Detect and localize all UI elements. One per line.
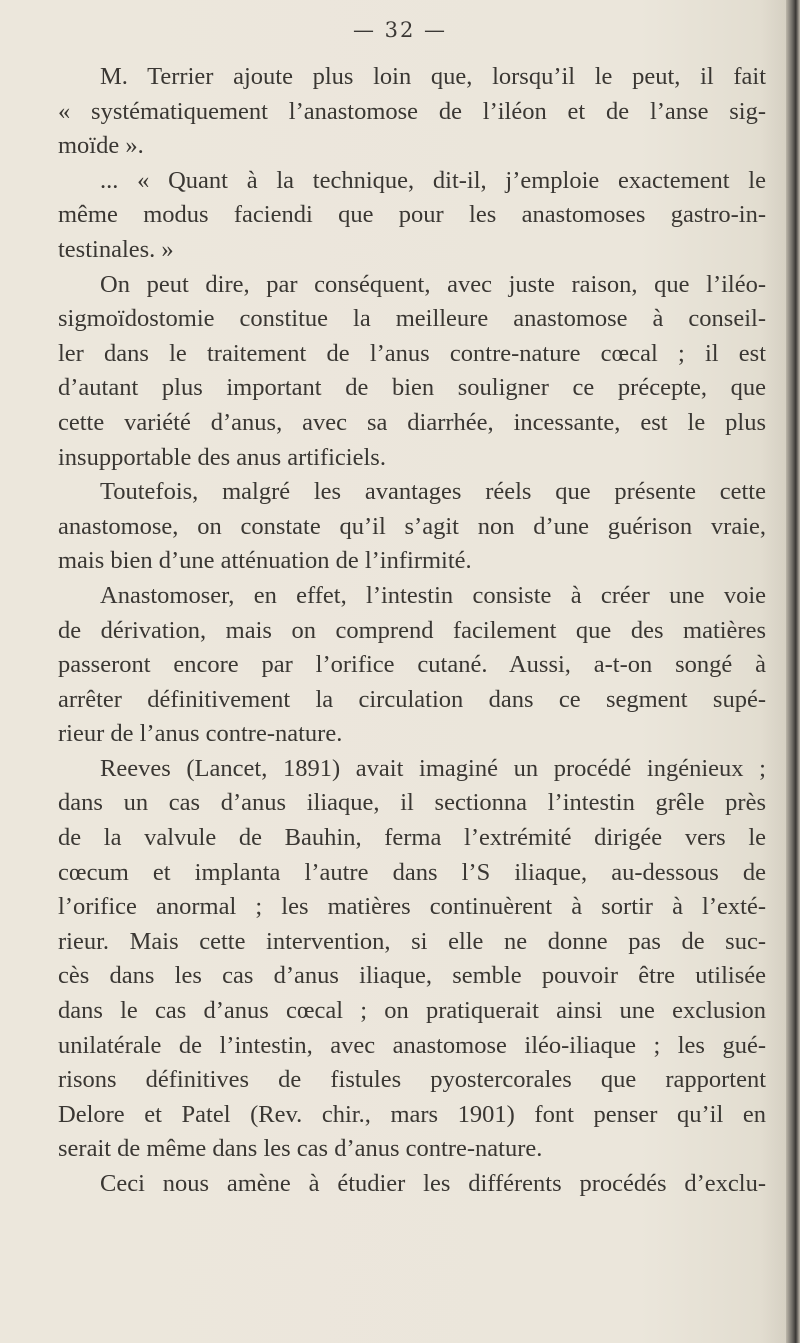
text-line: arrêter définitivement la circulation dans ce segment supé- <box>58 685 766 713</box>
text-line: dans le cas d’anus cœcal ; on pratiquerait ainsi une exclusion <box>58 997 766 1025</box>
text-line: rieur de l’anus contre-nature. <box>58 720 343 748</box>
text-line: Anastomoser, en effet, l’intestin consiste à créer une voie <box>100 581 766 609</box>
body-text <box>58 60 766 1202</box>
text-line: cette variété d’anus, avec sa diarrhée, incessante, est le plus <box>58 408 766 436</box>
text-line: testinales. » <box>58 235 174 263</box>
text-line: Toutefois, malgré les avantages réels que présente cette <box>100 478 766 506</box>
text-line: On peut dire, par conséquent, avec juste raison, que l’iléo- <box>100 270 766 298</box>
paragraph <box>58 60 766 164</box>
text-line: moïde ». <box>58 132 144 160</box>
text-line: M. Terrier ajoute plus loin que, lorsqu’il le peut, il fait <box>100 63 766 90</box>
text-line: dans un cas d’anus iliaque, il sectionna l’intestin grêle près <box>58 789 766 817</box>
text-line: Delore et Patel (Rev. chir., mars 1901) font penser qu’il en <box>58 1100 766 1128</box>
text-line: insupportable des anus artificiels. <box>58 443 386 471</box>
text-line: l’orifice anormal ; les matières continuèrent à sortir à l’exté- <box>58 893 766 921</box>
paragraph <box>58 752 766 1167</box>
paragraph <box>58 164 766 268</box>
text-line: sigmoïdostomie constitue la meilleure anastomose à conseil- <box>58 305 766 333</box>
paragraph <box>58 1167 766 1202</box>
text-line: unilatérale de l’intestin, avec anastomose iléo-iliaque ; les gué- <box>58 1031 766 1059</box>
text-line: « systématiquement l’anastomose de l’iléon et de l’anse sig- <box>58 97 766 125</box>
text-line: de la valvule de Bauhin, ferma l’extrémité dirigée vers le <box>58 824 766 852</box>
text-line: de dérivation, mais on comprend facilement que des matières <box>58 616 766 644</box>
text-line: ler dans le traitement de l’anus contre-nature cœcal ; il est <box>58 339 766 367</box>
text-line: même modus faciendi que pour les anastomoses gastro-in- <box>58 201 766 229</box>
text-line: d’autant plus important de bien souligner ce précepte, que <box>58 374 766 402</box>
text-line: Ceci nous amène à étudier les différents procédés d’exclu- <box>100 1170 766 1197</box>
text-line: anastomose, on constate qu’il s’agit non d’une guérison vraie, <box>58 512 766 540</box>
paragraph <box>58 475 766 579</box>
text-line: rieur. Mais cette intervention, si elle ne donne pas de suc- <box>58 927 766 955</box>
text-line: serait de même dans les cas d’anus contre-nature. <box>58 1135 543 1163</box>
text-line: cès dans les cas d’anus iliaque, semble pouvoir être utilisée <box>58 962 766 990</box>
paragraph <box>58 579 766 752</box>
text-line: passeront encore par l’orifice cutané. Aussi, a-t-on songé à <box>58 651 766 679</box>
text-line: Reeves (Lancet, 1891) avait imaginé un procédé ingénieux ; <box>100 754 766 782</box>
text-line: mais bien d’une atténuation de l’infirmité. <box>58 547 472 575</box>
text-line: risons définitives de fistules pyostercorales que rapportent <box>58 1066 766 1094</box>
text-line: ... « Quant à la technique, dit-il, j’emploie exactement le <box>100 166 766 194</box>
paragraph <box>58 268 766 476</box>
text-line: cœcum et implanta l’autre dans l’S iliaque, au-dessous de <box>58 858 766 886</box>
page-number: — 32 — <box>352 18 448 42</box>
book-gutter-shadow <box>786 0 800 1343</box>
